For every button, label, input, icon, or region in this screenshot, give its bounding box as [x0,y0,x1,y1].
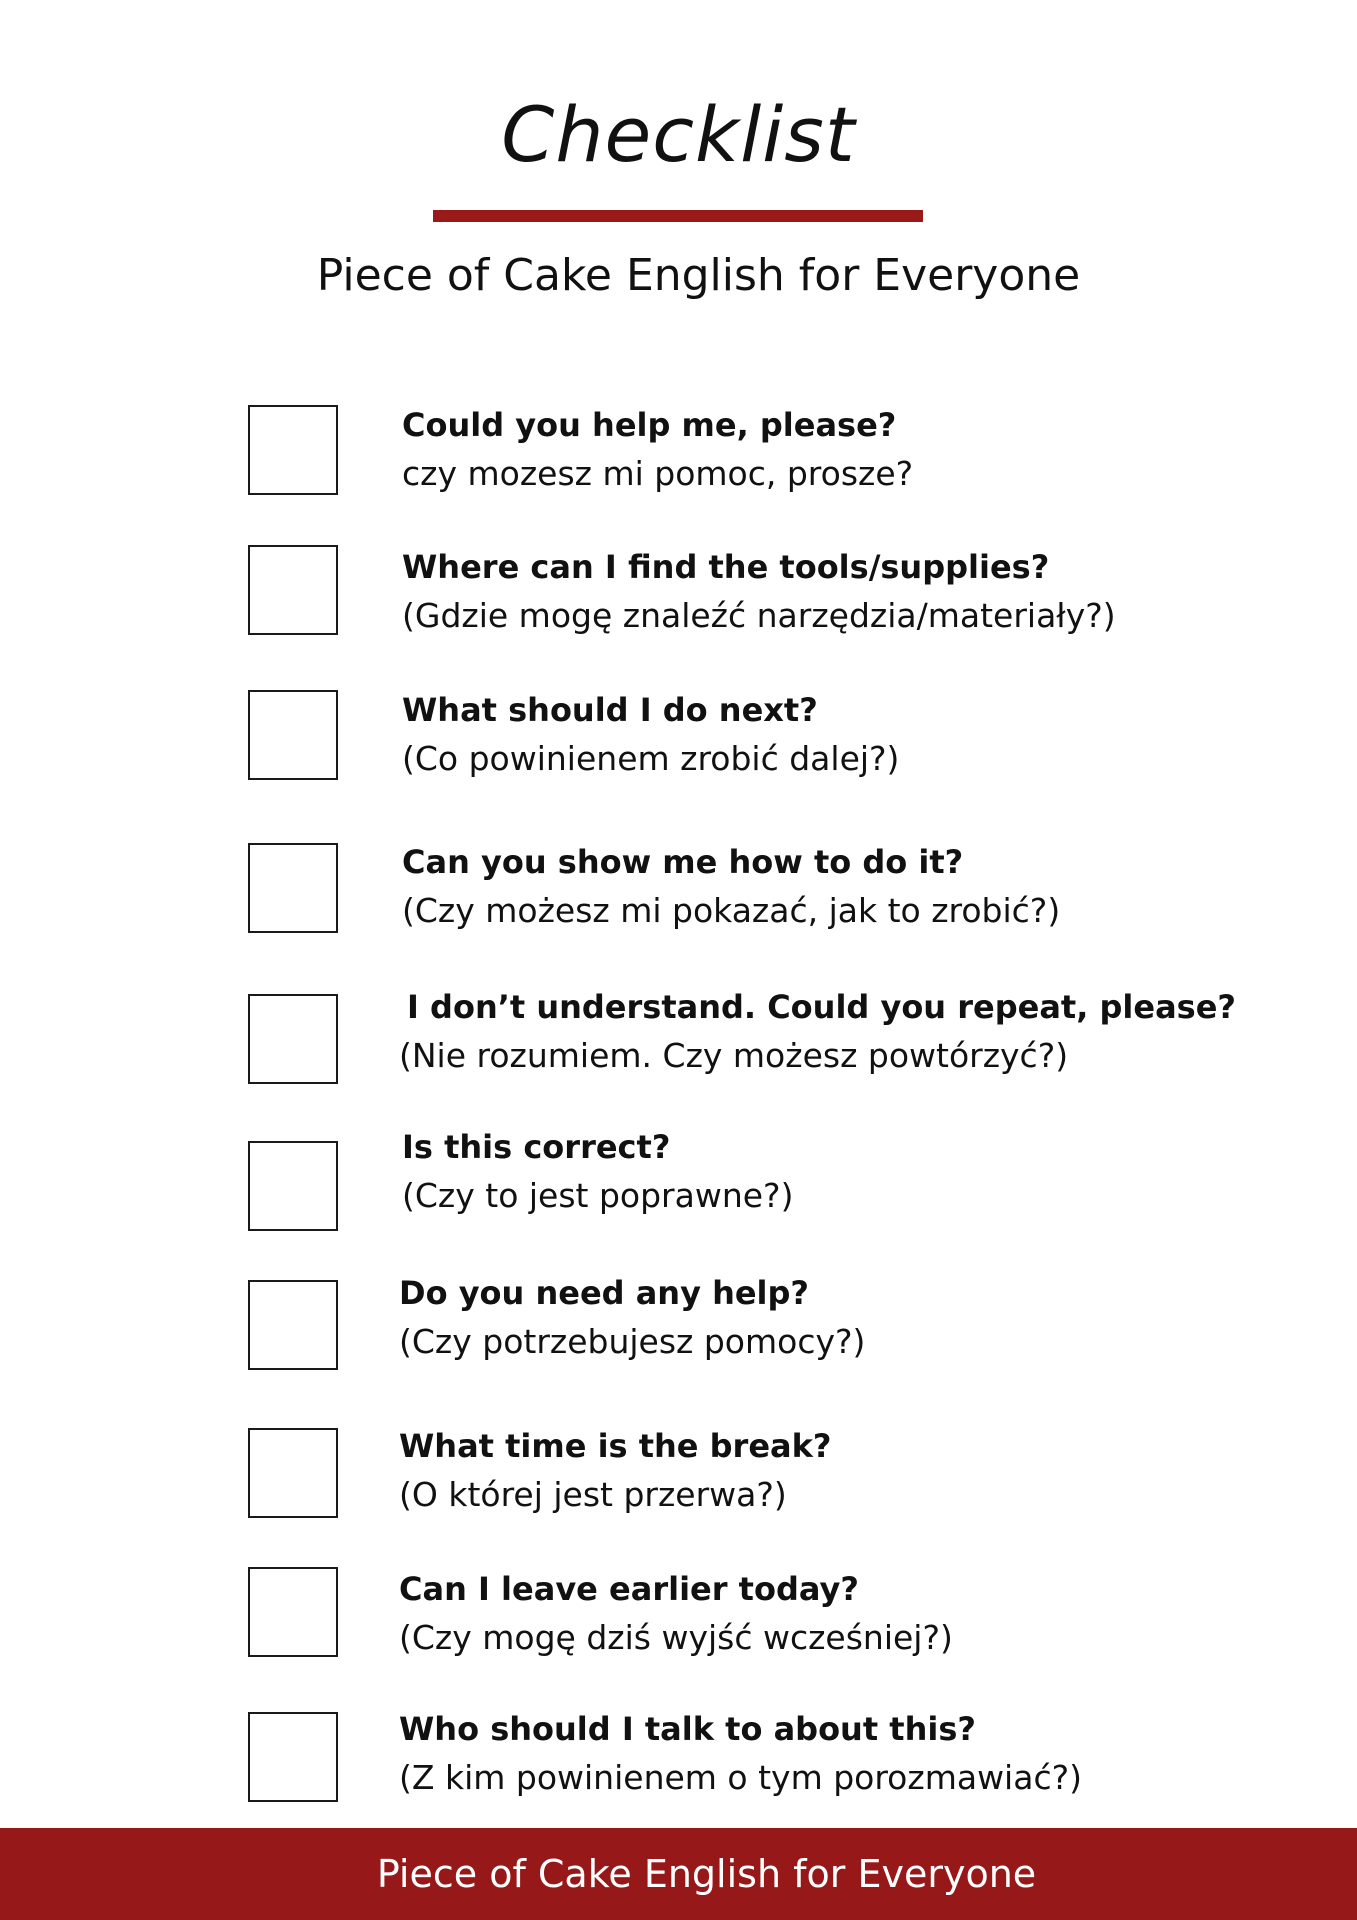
page-subtitle: Piece of Cake English for Everyone [316,250,1081,301]
footer-text: Piece of Cake English for Everyone [376,1852,1037,1896]
question-text: Where can I find the tools/supplies? [402,548,1050,586]
checkbox[interactable] [248,994,338,1084]
question-text: Who should I talk to about this? [399,1710,976,1748]
checkbox[interactable] [248,545,338,635]
translation-text: (Czy możesz mi pokazać, jak to zrobić?) [402,891,1061,930]
checkbox[interactable] [248,843,338,933]
question-text: Could you help me, please? [402,406,897,444]
translation-text: (Gdzie mogę znaleźć narzędzia/materiały?) [402,596,1116,635]
question-text: I don’t understand. Could you repeat, please? [407,988,1236,1026]
question-text: Can I leave earlier today? [399,1570,859,1608]
translation-text: (Czy mogę dziś wyjść wcześniej?) [399,1618,953,1657]
question-text: Is this correct? [402,1128,671,1166]
checkbox[interactable] [248,1712,338,1802]
checkbox[interactable] [248,405,338,495]
question-text: Do you need any help? [399,1274,809,1312]
translation-text: (Czy potrzebujesz pomocy?) [399,1322,866,1361]
translation-text: (Czy to jest poprawne?) [402,1176,794,1215]
checkbox[interactable] [248,1428,338,1518]
translation-text: (Nie rozumiem. Czy możesz powtórzyć?) [399,1036,1069,1075]
checkbox[interactable] [248,1280,338,1370]
translation-text: (Z kim powinienem o tym porozmawiać?) [399,1758,1082,1797]
title-divider [433,210,923,222]
checkbox[interactable] [248,1141,338,1231]
translation-text: (O której jest przerwa?) [399,1475,787,1514]
question-text: Can you show me how to do it? [402,843,964,881]
checkbox[interactable] [248,690,338,780]
checkbox[interactable] [248,1567,338,1657]
translation-text: czy mozesz mi pomoc, prosze? [402,454,914,493]
page-title: Checklist [501,90,856,179]
footer-bar [0,1828,1357,1920]
translation-text: (Co powinienem zrobić dalej?) [402,739,900,778]
question-text: What should I do next? [402,691,818,729]
question-text: What time is the break? [399,1427,832,1465]
